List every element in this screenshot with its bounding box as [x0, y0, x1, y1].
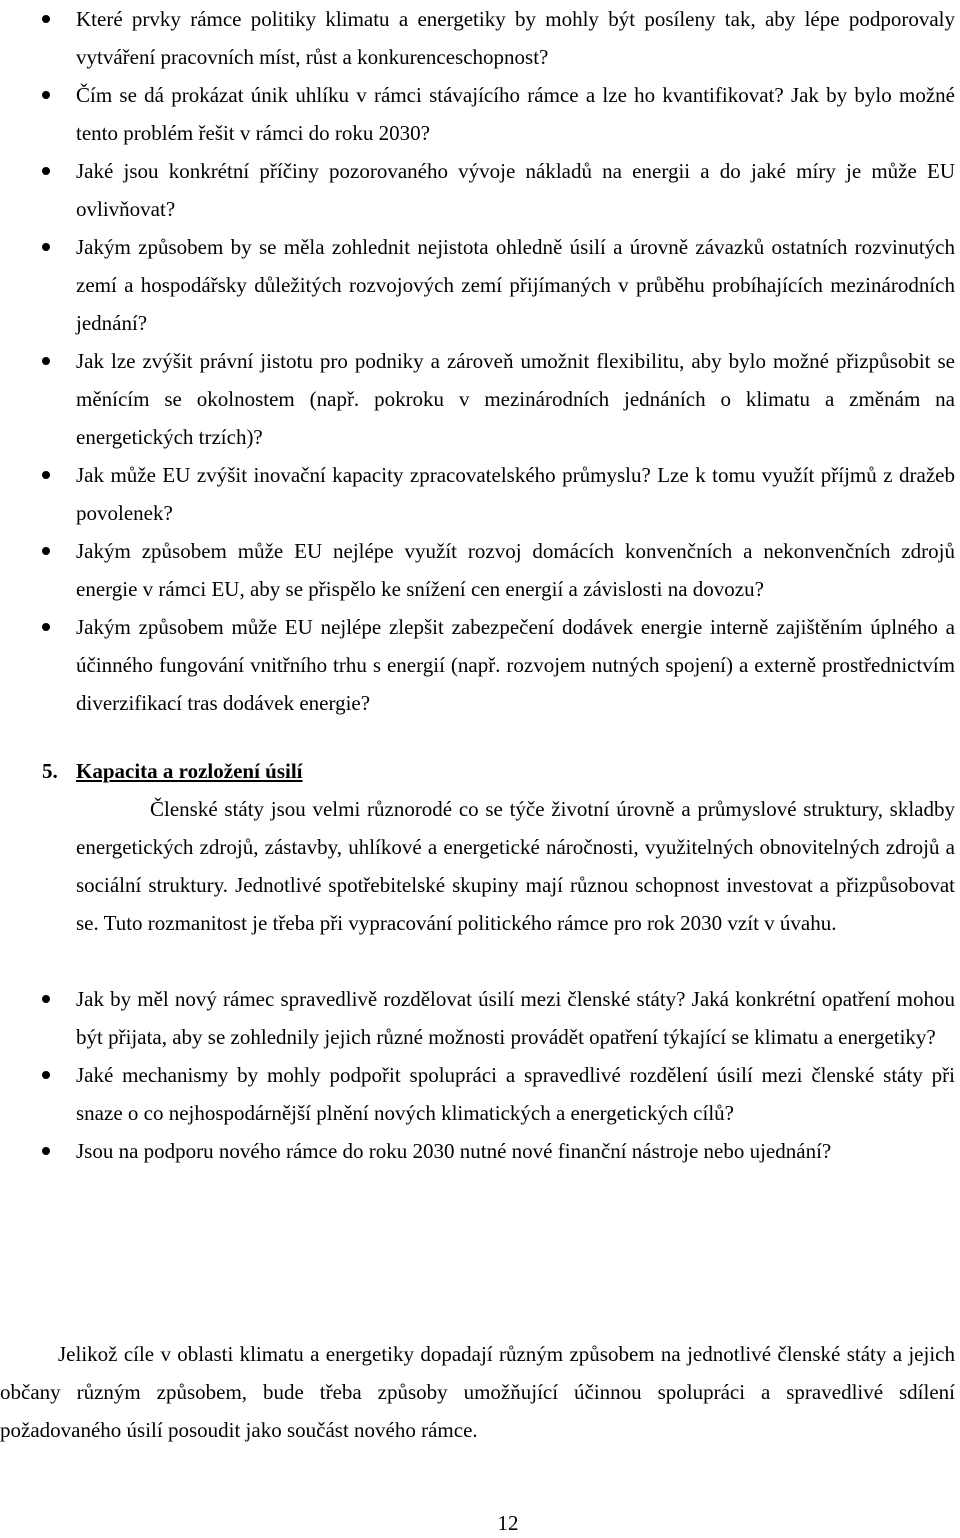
list-item: Které prvky rámce politiky klimatu a energetiky by mohly být posíleny tak, aby lépe podporovaly vytváření pracovních míst, růst a konkurenceschopnost? — [0, 0, 960, 76]
list-item: Jak by měl nový rámec spravedlivě rozdělovat úsilí mezi členské státy? Jaká konkrétní opatření mohou být přijata, aby se zohlednily jejich různé možnosti provádět opatření týkající se klimatu a energetiky? — [0, 980, 960, 1056]
question-list-part2 — [0, 980, 960, 1170]
list-item: Jakým způsobem může EU nejlépe zlepšit zabezpečení dodávek energie interně zajištěním úplného a účinného fungování vnitřního trhu s energií (např. rozvojem nutných spojení) a externě prostřednictvím diverzifikací tras dodávek energie? — [0, 608, 960, 722]
list-item: Jak lze zvýšit právní jistotu pro podniky a zároveň umožnit flexibilitu, aby bylo možné přizpůsobit se měnícím se okolnostem (např. pokroku v mezinárodních jednáních o klimatu a změnám na energetických trzích)? — [0, 342, 960, 456]
section-title: Kapacita a rozložení úsilí — [76, 759, 303, 783]
section-paragraph: Členské státy jsou velmi různorodé co se týče životní úrovně a průmyslové struktury, skladby energetických zdrojů, zástavby, uhlíkové a energetické náročnosti, využitelných obnovitelných zdrojů a sociální struktury. Jednotlivé spotřebitelské skupiny mají různou schopnost investovat a přizpůsobovat se. Tuto rozmanitost je třeba při vypracování politického rámce pro rok 2030 vzít v úvahu. — [76, 797, 955, 935]
list-item: Jsou na podporu nového rámce do roku 2030 nutné nové finanční nástroje nebo ujednání? — [0, 1132, 960, 1170]
question-list-part1 — [0, 0, 960, 722]
section-number: 5. — [42, 759, 58, 783]
list-item: Jak může EU zvýšit inovační kapacity zpracovatelského průmyslu? Lze k tomu využít příjmů z dražeb povolenek? — [0, 456, 960, 532]
list-item: Jaké mechanismy by mohly podpořit spolupráci a spravedlivé rozdělení úsilí mezi členské státy při snaze o co nejhospodárnější plnění nových klimatických a energetických cílů? — [0, 1056, 960, 1132]
page-number: 12 — [497, 1511, 519, 1535]
list-item: Jaké jsou konkrétní příčiny pozorovaného vývoje nákladů na energii a do jaké míry je může EU ovlivňovat? — [0, 152, 960, 228]
list-item: Čím se dá prokázat únik uhlíku v rámci stávajícího rámce a lze ho kvantifikovat? Jak by bylo možné tento problém řešit v rámci do roku 2030? — [0, 76, 960, 152]
list-item: Jakým způsobem by se měla zohlednit nejistota ohledně úsilí a úrovně závazků ostatních rozvinutých zemí a hospodářsky důležitých rozvojových zemí přijímaných v průběhu probíhajících mezinárodních jednání? — [0, 228, 960, 342]
closing-paragraph: Jelikož cíle v oblasti klimatu a energetiky dopadají různým způsobem na jednotlivé členské státy a jejich občany různým způsobem, bude třeba způsoby umožňující účinnou spolupráci a spravedlivé sdílení požadovaného úsilí posoudit jako součást nového rámce. — [0, 1342, 955, 1442]
section-heading — [42, 752, 942, 790]
list-item: Jakým způsobem může EU nejlépe využít rozvoj domácích konvenčních a nekonvenčních zdrojů energie v rámci EU, aby se přispělo ke snížení cen energií a závislosti na dovozu? — [0, 532, 960, 608]
